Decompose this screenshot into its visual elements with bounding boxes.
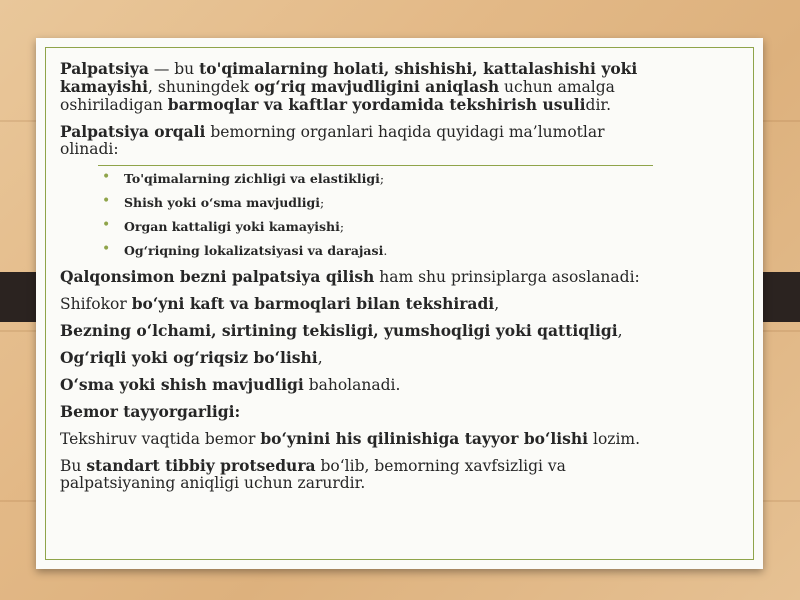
paragraph-prep-heading (60, 403, 650, 421)
bold-text: bo‘yni kaft va barmoqlari bilan tekshiradi (131, 294, 495, 313)
text: bemorning organlari haqida quyidagi ma’lumotlar olinadi: (60, 123, 605, 158)
paragraph-definition (60, 60, 650, 114)
list-item-text: Shish yoki o‘sma mavjudligi (124, 195, 321, 210)
text: , (617, 322, 623, 340)
bold-text: Og‘riqli yoki og‘riqsiz bo‘lishi (60, 348, 318, 367)
list-item (60, 220, 650, 234)
text: , (494, 295, 500, 313)
bold-text: Bemor tayyorgarligi: (60, 402, 241, 421)
bold-text: bo‘ynini his qilinishiga tayyor bo‘lishi (260, 429, 589, 448)
bold-text: to'qimalarning holati, shishishi, kattalashishi yoki kamayishi (60, 59, 638, 96)
list-item-punct: ; (379, 171, 385, 186)
list-item-text: Organ kattaligi yoki kamayishi (124, 219, 340, 234)
list-item-punct: . (383, 243, 388, 258)
list-item (60, 172, 650, 186)
term-palpatsiya: Palpatsiya (60, 59, 149, 78)
text: dir. (585, 96, 612, 114)
list-item-text: Og‘riqning lokalizatsiyasi va darajasi (124, 243, 384, 258)
text: , (317, 349, 323, 367)
bold-text: barmoqlar va kaftlar yordamida tekshirish usuli (167, 95, 586, 114)
divider-line (98, 165, 653, 166)
text: lozim. (588, 430, 641, 448)
paragraph-standard (60, 457, 650, 492)
paragraph-info (60, 123, 650, 158)
text: bo‘lib, bemorning xavfsizligi va palpatsiyaning aniqligi uchun zarurdir. (60, 457, 566, 492)
text: Tekshiruv vaqtida bemor (60, 430, 261, 448)
text: uchun amalga oshiriladigan (60, 78, 615, 114)
list-item-punct: ; (339, 219, 345, 234)
paragraph-prep (60, 430, 650, 448)
slide-content (60, 60, 650, 501)
bold-text: og‘riq mavjudligini aniqlash (254, 77, 500, 96)
text: Bu (60, 457, 87, 475)
text: Shifokor (60, 295, 132, 313)
list-item-punct: ; (320, 195, 325, 210)
bold-text: standart tibbiy protsedura (86, 456, 316, 475)
paragraph-doctor (60, 295, 650, 313)
paragraph-pain (60, 349, 650, 367)
text: ham shu prinsiplarga asoslanadi: (374, 268, 640, 286)
list-item (60, 196, 650, 210)
text: baholanadi. (303, 376, 401, 394)
bold-text: Bezning o‘lchami, sirtining tekisligi, yumshoqligi yoki qattiqligi (60, 321, 618, 340)
paragraph-size (60, 322, 650, 340)
bold-text: Qalqonsimon bezni palpatsiya qilish (60, 267, 375, 286)
paragraph-tumor (60, 376, 650, 394)
bold-text: Palpatsiya orqali (60, 122, 206, 141)
text: , shuningdek (148, 78, 255, 96)
text: — bu (148, 60, 200, 78)
list-item-text: To'qimalarning zichligi va elastikligi (124, 171, 380, 186)
bold-text: O‘sma yoki shish mavjudligi (60, 375, 304, 394)
bullet-list (60, 172, 650, 258)
paragraph-thyroid (60, 268, 650, 286)
list-item (60, 244, 650, 258)
